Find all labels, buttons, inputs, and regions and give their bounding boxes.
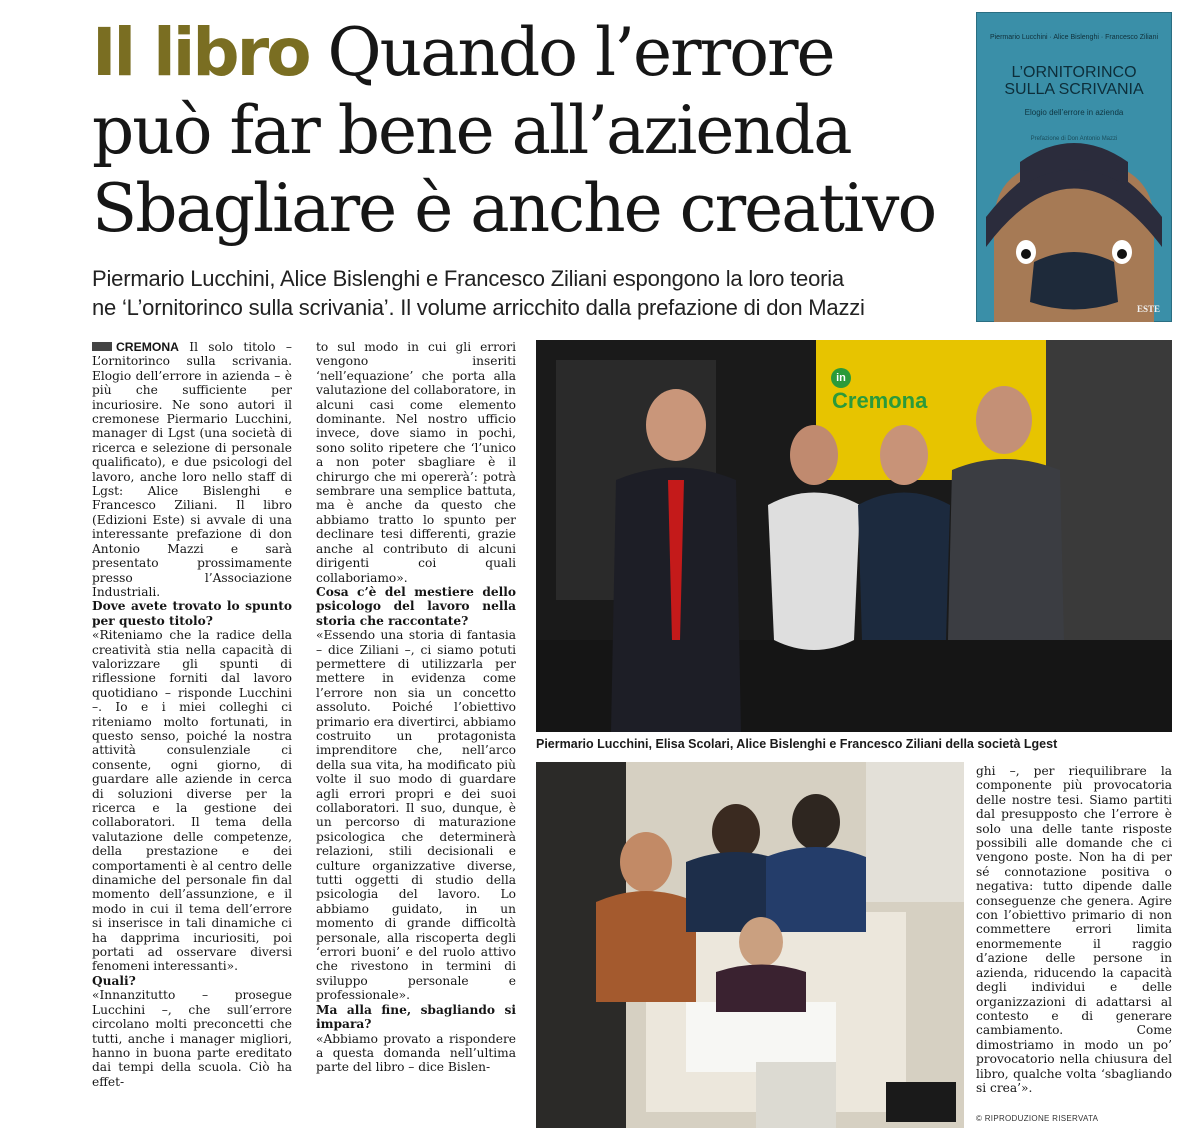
headline-line3: Sbagliare è anche creativo: [92, 170, 936, 247]
office-photo-illustration: [536, 762, 964, 1128]
photo-caption: Piermario Lucchini, Elisa Scolari, Alice Bislenghi e Francesco Ziliani della società Lgest: [536, 737, 1058, 751]
copyright-notice: © RIPRODUZIONE RISERVATA: [976, 1114, 1099, 1123]
answer: «Essendo una storia di fantasia – dice Ziliani –, ci siamo potuti permettere di utilizzarla per mettere in evidenza come l’errore non sia un concetto assoluto. Poiché l’obiettivo primario era divertirci, abbiamo costruito un protagonista imprenditore che, nell’arco della sua vita, ha modificato più volte il suo modo di guardare agli errori propri e dei suoi collaboratori. Il suo, dunque, è un percorso di maturazione psicologica che determinerà relazioni, stili decisionali e culture organizzative diverse, tutti oggetti di studio della psicologia del lavoro. Lo abbiamo guidato, in un momento di grande difficoltà personale, alla riscoperta degli ‘errori buoni’ e del ruolo attivo che rivestono in termini di sviluppo personale e professionale».: [316, 628, 516, 1003]
answer: «Riteniamo che la radice della creatività stia nella capacità di valorizzare gli spunti di riflessione forniti dal lavoro quotidiano – risponde Lucchini –. Io e i miei colleghi ci riteniamo molto fortunati, in questo senso, poiché la nostra attività consulenziale ci consente, ogni giorno, di guardare alle aziende in cerca di soluzioni diverse per la ricerca e la gestione dei collaboratori. Il tema della valutazione delle competenze, della prestazione e dei comportamenti è al centro delle dinamiche del personale fin dal momento dell’assunzione, e il modo in cui il tema dell’errore si inserisce in tali dinamiche ci ha dapprima incuriositi, poi portati ad osservare diversi fenomeni interessanti».: [92, 628, 292, 974]
answer: «Abbiamo provato a rispondere a questa domanda nell’ultima parte del libro – dice Bislen-: [316, 1031, 516, 1075]
question: Ma alla fine, sbagliando si impara?: [316, 1002, 516, 1032]
platypus-illustration: [976, 12, 1172, 322]
answer: ghi –, per riequilibrare la componente più provocatoria delle nostre tesi. Siamo partiti dal presupposto che l’errore è solo una delle tante risposte possibili alle domande che ci vengono poste. Non ha di per sé connotazione positiva o negativa: tutto dipende dalle conseguenze che genera. Agire con l’obiettivo primario di non commettere errori limita enormemente il raggio d’azione delle persone in azienda, riducendo la capacità degli individui e delle organizzazioni di adattarsi al contesto e di generare cambiamento. Come dimostriamo in modo un po’ provocatorio nella chiusura del libro, qualche volta ‘sbagliando si crea’».: [976, 764, 1172, 1095]
question: Quali?: [92, 973, 136, 988]
sign-text: Cremona: [832, 388, 928, 413]
group-photo: [536, 340, 1172, 732]
dateline-marker: [92, 342, 112, 351]
subheadline: [92, 264, 960, 322]
lead-paragraph: [92, 340, 292, 599]
article-column-1: [92, 340, 292, 1130]
subhead-line2: ne ‘L’ornitorinco sulla scrivania’. Il volume arricchito dalla prefazione di don Mazzi: [92, 295, 865, 320]
headline-kicker: Il libro: [92, 14, 309, 91]
headline: [92, 14, 964, 248]
question: Cosa c’è del mestiere dello psicologo del lavoro nella storia che raccontate?: [316, 584, 516, 628]
headline-title-1: Quando l’errore: [327, 14, 834, 91]
answer: «Innanzitutto – prosegue Lucchini –, che sull’errore circolano molti preconcetti che tutti, anche i manager migliori, hanno in buona parte ereditato dai tempi della scuola. Ciò ha effet-: [92, 988, 292, 1089]
cover-publisher: ESTE: [1136, 304, 1160, 314]
answer: to sul modo in cui gli errori vengono inseriti ‘nell’equazione’ che porta alla valutazione del collaboratore, in alcuni casi come elemento dominante. Nel nostro ufficio invece, dove siamo in pochi, sono solito ripetere che ‘l’unico a non poter sbagliare è il chirurgo che mi opererà’: potrà sembrare una semplice battuta, ma è anche da questo che abbiamo tratto lo spunto per declinare tesi differenti, grazie anche al contributo di alcuni dirigenti coi quali collaboriamo».: [316, 340, 516, 585]
office-photo: [536, 762, 964, 1128]
cover-title-line2: SULLA SCRIVANIA: [1004, 81, 1144, 98]
lead-text: Il solo titolo – L’ornitorinco sulla scrivania. Elogio dell’errore in azienda – è più che sufficiente per incuriosire. Ne sono autori il cremonese Piermario Lucchini, manager di Lgst (una società di ricerca e selezione di personale qualificato), e due psicologi del lavoro, anche loro nello staff di Lgst: Alice Bislenghi e Francesco Ziliani. Il libro (Edizioni Este) si avvale di una interessante prefazione di don Antonio Mazzi e sarà presentato prossimamente presso l’Associazione Industriali.: [92, 340, 292, 599]
cover-authors: Piermario Lucchini · Alice Bislenghi · Francesco Ziliani: [989, 34, 1159, 41]
cover-subtitle: Elogio dell’errore in azienda: [1024, 108, 1124, 117]
question: Dove avete trovato lo spunto per questo titolo?: [92, 599, 292, 628]
headline-line2: può far bene all’azienda: [92, 92, 851, 169]
sign-badge: in: [831, 368, 851, 388]
subhead-line1: Piermario Lucchini, Alice Bislenghi e Francesco Ziliani espongono la loro teoria: [92, 266, 844, 291]
cover-preface: Prefazione di Don Antonio Mazzi: [1030, 136, 1118, 142]
dateline: CREMONA: [116, 340, 179, 354]
headline-line1: [92, 14, 964, 92]
article-column-2: [316, 340, 516, 1130]
cover-title-line1: L’ORNITORINCO: [1011, 64, 1137, 81]
article-column-3: [976, 764, 1172, 1124]
book-cover: [976, 12, 1172, 322]
